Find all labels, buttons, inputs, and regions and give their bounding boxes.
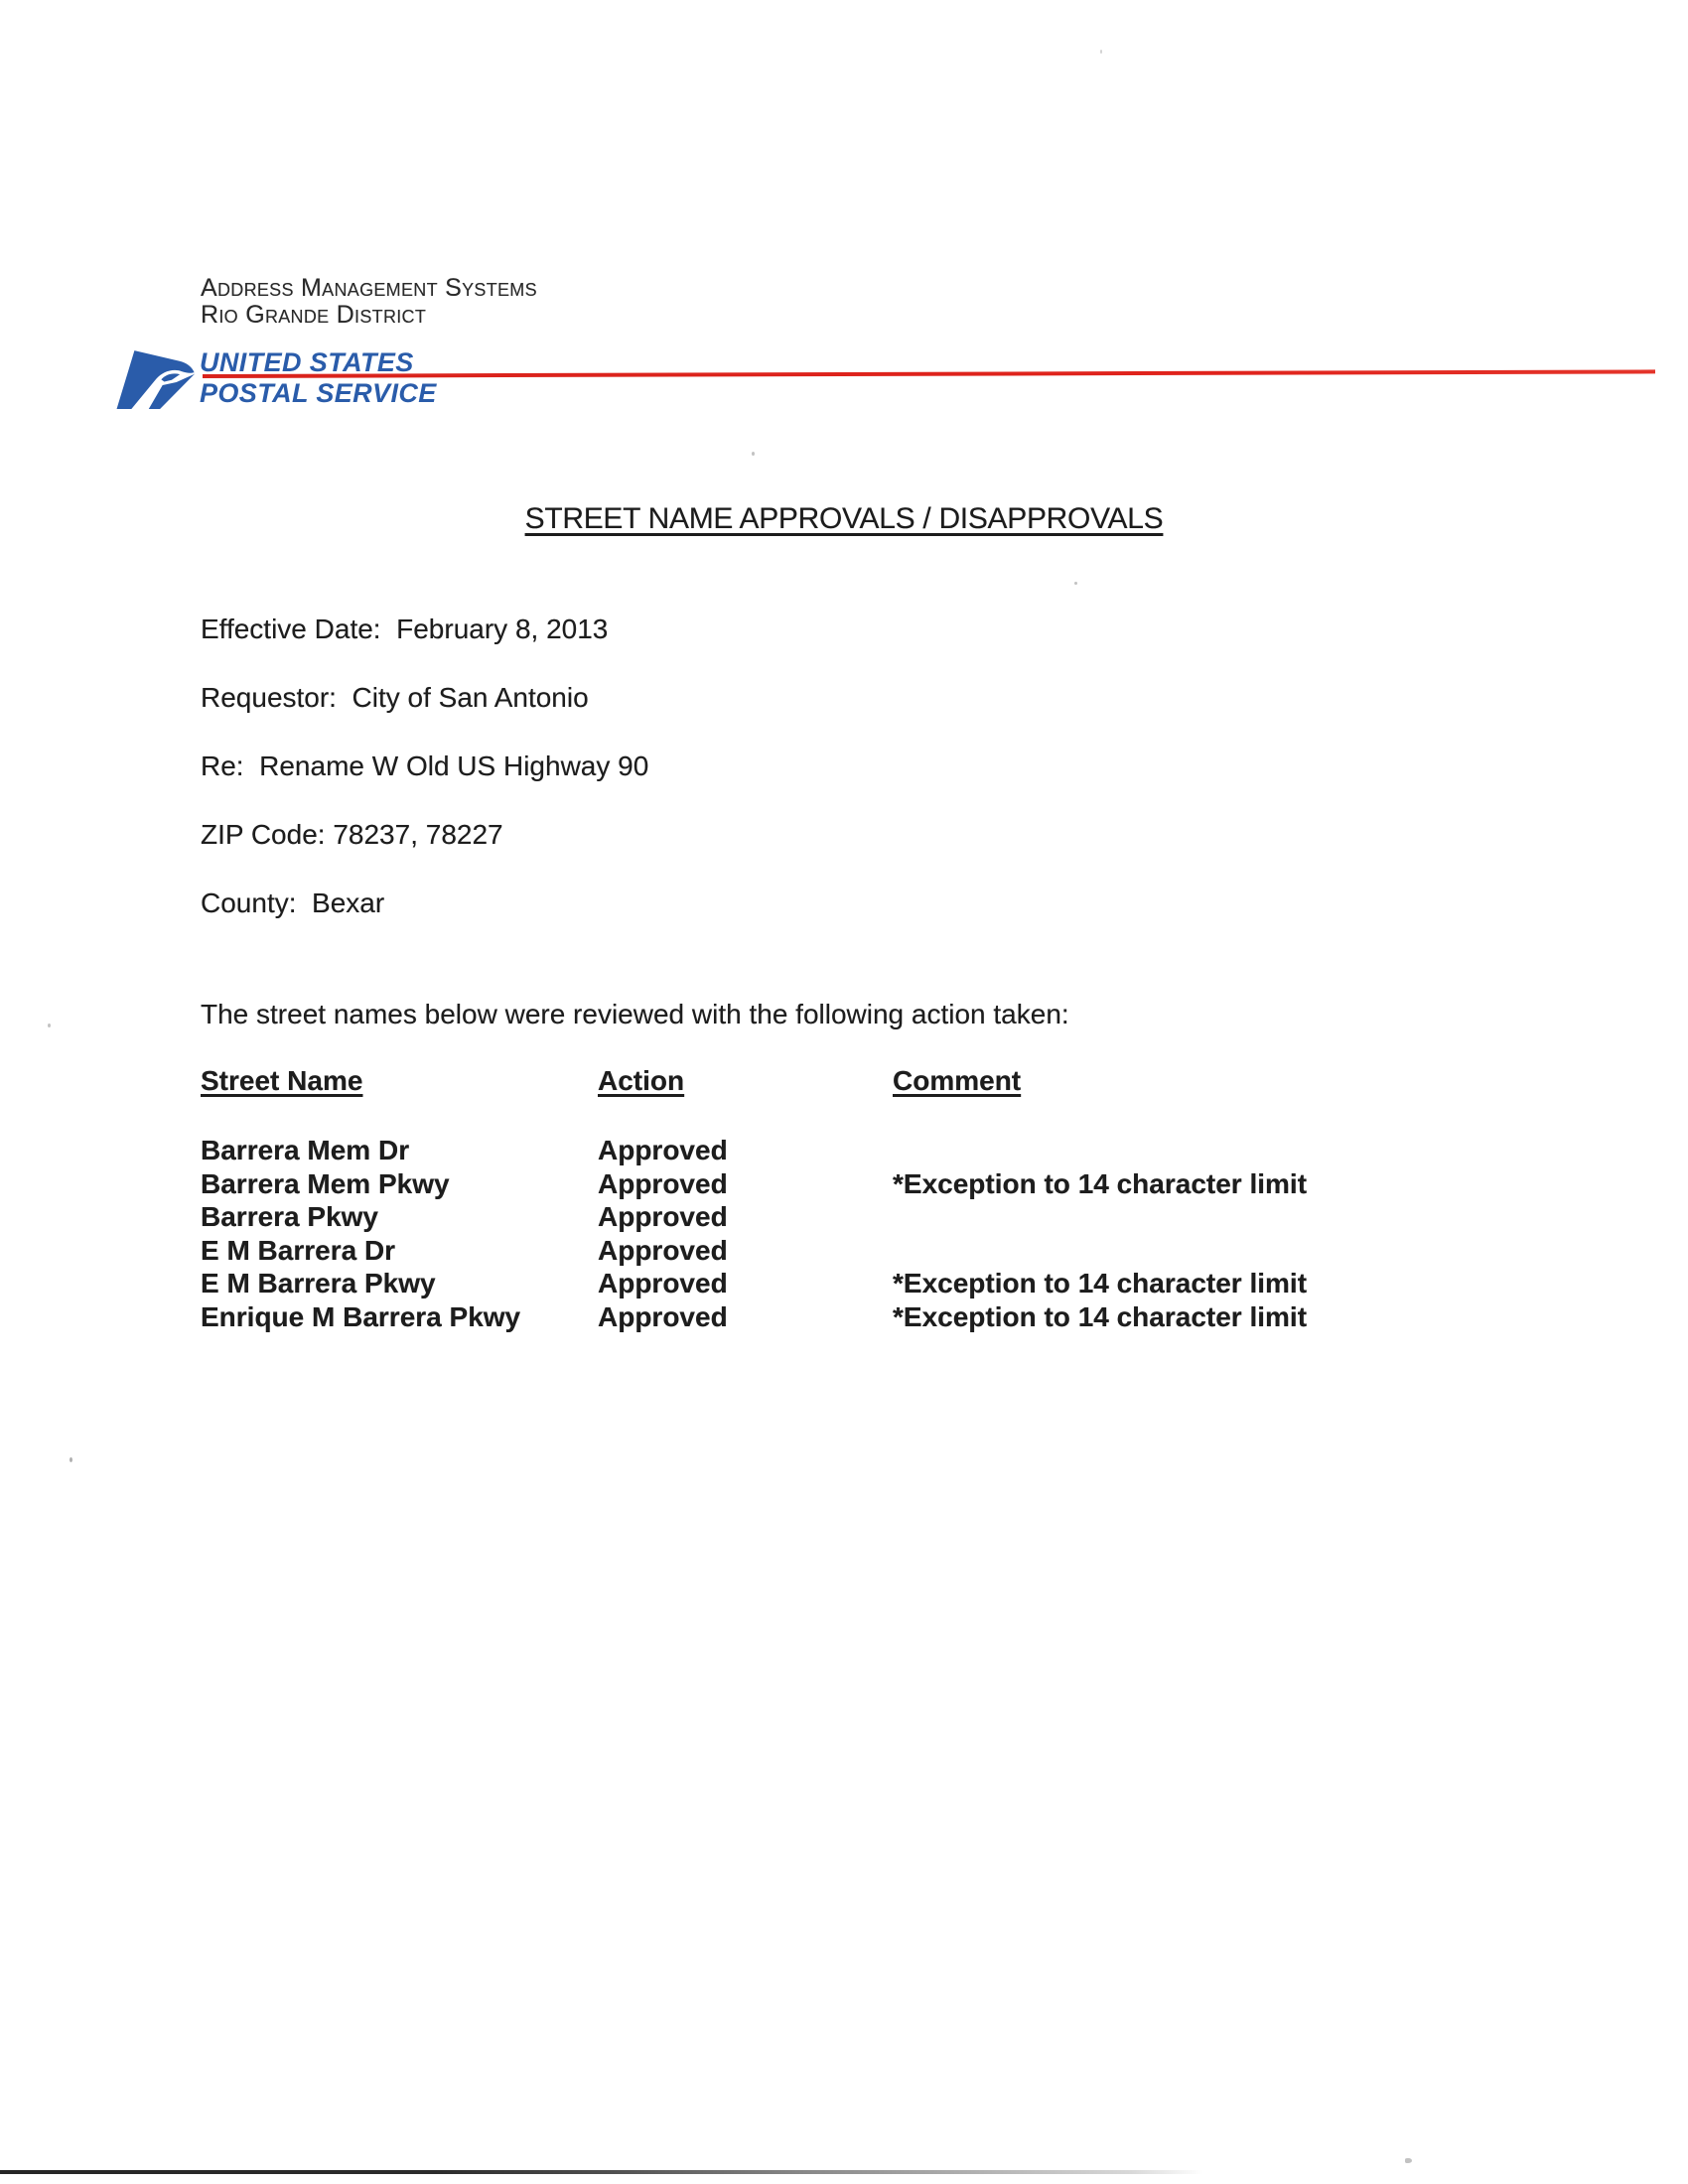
detail-fields bbox=[201, 615, 648, 958]
field-zip-code: ZIP Code: 78237, 78227 bbox=[201, 819, 503, 850]
scan-speck bbox=[1405, 2158, 1412, 2163]
table-row-action: Approved bbox=[598, 1300, 728, 1332]
table-row-comment bbox=[893, 1134, 1491, 1167]
street-review-table bbox=[201, 1067, 1491, 1333]
table-row-comment bbox=[893, 1234, 1491, 1268]
document-title: STREET NAME APPROVALS / DISAPPROVALS bbox=[524, 502, 1164, 535]
field-effective-date: Effective Date: February 8, 2013 bbox=[201, 614, 609, 644]
table-row-action: Approved bbox=[598, 1268, 728, 1298]
intro-sentence: The street names below were reviewed with the following action taken: bbox=[201, 999, 1069, 1029]
scan-speck bbox=[1074, 582, 1077, 585]
table-row-street: Barrera Mem Pkwy bbox=[201, 1167, 450, 1199]
field-county: County: Bexar bbox=[201, 887, 385, 918]
usps-wordmark-line2: POSTAL SERVICE bbox=[200, 378, 437, 408]
letterhead-department: Address Management Systems bbox=[201, 274, 537, 302]
table-row-street: Barrera Mem Dr bbox=[201, 1135, 410, 1165]
usps-wordmark-line1: UNITED STATES bbox=[200, 347, 414, 377]
field-requestor: Requestor: City of San Antonio bbox=[201, 682, 589, 713]
scan-speck bbox=[1100, 50, 1102, 54]
table-row-comment: *Exception to 14 character limit bbox=[893, 1268, 1308, 1298]
column-header-street-name: Street Name bbox=[201, 1065, 363, 1096]
table-row-action: Approved bbox=[598, 1167, 728, 1199]
table-row-comment: *Exception to 14 character limit bbox=[893, 1300, 1308, 1332]
table-row-action: Approved bbox=[598, 1234, 728, 1266]
table-row-street: Barrera Pkwy bbox=[201, 1201, 379, 1232]
letterhead-district: Rio Grande District bbox=[201, 301, 427, 329]
field-re: Re: Rename W Old US Highway 90 bbox=[201, 751, 649, 781]
table-row-street: Enrique M Barrera Pkwy bbox=[201, 1300, 521, 1332]
column-header-action: Action bbox=[598, 1065, 685, 1096]
scan-speck bbox=[70, 1457, 72, 1462]
table-row-action: Approved bbox=[598, 1135, 728, 1165]
scan-speck bbox=[752, 452, 755, 456]
column-header-comment: Comment bbox=[893, 1065, 1022, 1096]
usps-wordmark bbox=[200, 347, 437, 409]
table-row-street: E M Barrera Pkwy bbox=[201, 1268, 436, 1298]
table-row-comment bbox=[893, 1200, 1491, 1234]
table-row-action: Approved bbox=[598, 1201, 728, 1232]
table-header-gap bbox=[201, 1095, 1491, 1134]
table-row-comment: *Exception to 14 character limit bbox=[893, 1167, 1308, 1199]
table-row-street: E M Barrera Dr bbox=[201, 1234, 396, 1266]
scan-speck bbox=[48, 1024, 51, 1027]
usps-eagle-icon bbox=[110, 348, 198, 409]
letterhead bbox=[201, 275, 537, 329]
scan-edge-line bbox=[0, 2170, 1450, 2174]
